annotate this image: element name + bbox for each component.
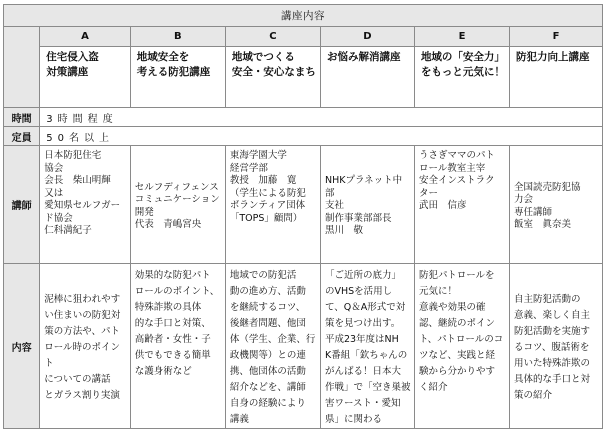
column-letter-a: A <box>40 27 131 47</box>
capacity-value: 50名以上 <box>40 127 603 146</box>
content-a: 泥棒に狙われやす い住まいの防犯対 策の方法や、パト ロール時のポイント についての講話 とガラス割り実演 <box>40 264 131 429</box>
content-row <box>4 264 603 429</box>
lecturer-label: 講師 <box>4 146 40 264</box>
time-value: 3時間程度 <box>40 108 603 127</box>
content-f: 自主防犯活動の 意義、楽しく自主 防犯活動を実施す るコツ、腹話術を 用いた特殊詐欺の 具体的な手口と対 策の紹介 <box>510 264 603 429</box>
course-table-wrapper <box>3 4 603 429</box>
content-c: 地域での防犯活 動の進め方、活動 を継続するコツ、 後継者問題、他団 体（学生、企業、行 政機関等）との連 携、他団体の活動 紹介などを、講師 自身の経験により 講義 <box>225 264 320 429</box>
course-name-e: 地域の「安全力」 をもっと元気に！ <box>414 47 509 108</box>
column-letter-c: C <box>225 27 320 47</box>
content-label: 内容 <box>4 264 40 429</box>
course-name-a: 住宅侵入盗 対策講座 <box>40 47 131 108</box>
column-letter-f: F <box>510 27 603 47</box>
lecturer-d: NHKプラネット中部 支社 制作事業部部長 黒川 敬 <box>320 146 414 264</box>
content-b: 効果的な防犯パト ロールのポイント、 特殊詐欺の具体 的な手口と対策、 高齢者・女性・子 供でもできる簡単 な護身術など <box>130 264 225 429</box>
column-letter-d: D <box>320 27 414 47</box>
column-letter-e: E <box>414 27 509 47</box>
course-table <box>3 4 603 429</box>
lecturer-a: 日本防犯住宅 協会 会長 柴山明輝 又は 愛知県セルフガー ド協会 仁科満紀子 <box>40 146 131 264</box>
table-title: 講座内容 <box>4 5 603 27</box>
content-d: 「ご近所の底力」 のVHSを活用し て、Q＆A形式で対 策を見つけ出す。 平成23年度はNH K番組「欽ちゃんの がんばる！日本大 作戦」で「空き巣被 害ワースト・愛知 県」に関わる <box>320 264 414 429</box>
corner-cell <box>4 27 40 108</box>
course-name-d: お悩み解消講座 <box>320 47 414 108</box>
lecturer-c: 東海学園大学 経営学部 教授 加藤 寛 （学生による防犯 ボランティア団体 「TOPS」顧問） <box>225 146 320 264</box>
course-name-b: 地域安全を 考える防犯講座 <box>130 47 225 108</box>
lecturer-row <box>4 146 603 264</box>
column-letter-b: B <box>130 27 225 47</box>
content-e: 防犯パトロールを 元気に！ 意義や効果の確 認、継続のポイン ト、パトロールのコ ツなど、実践と経 験から分かりやす く紹介 <box>414 264 509 429</box>
lecturer-e: うさぎママのパト ロール教室主宰 安全インストラク ター 武田 信彦 <box>414 146 509 264</box>
time-label: 時間 <box>4 108 40 127</box>
time-row <box>4 108 603 127</box>
capacity-label: 定員 <box>4 127 40 146</box>
lecturer-f: 全国読売防犯協 力会 専任講師 飯室 眞奈美 <box>510 146 603 264</box>
course-name-f: 防犯力向上講座 <box>510 47 603 108</box>
lecturer-b: セルフディフェンス コミュニケーション 開発 代表 青嶋宮央 <box>130 146 225 264</box>
course-name-c: 地域でつくる 安全・安心なまち <box>225 47 320 108</box>
capacity-row <box>4 127 603 146</box>
